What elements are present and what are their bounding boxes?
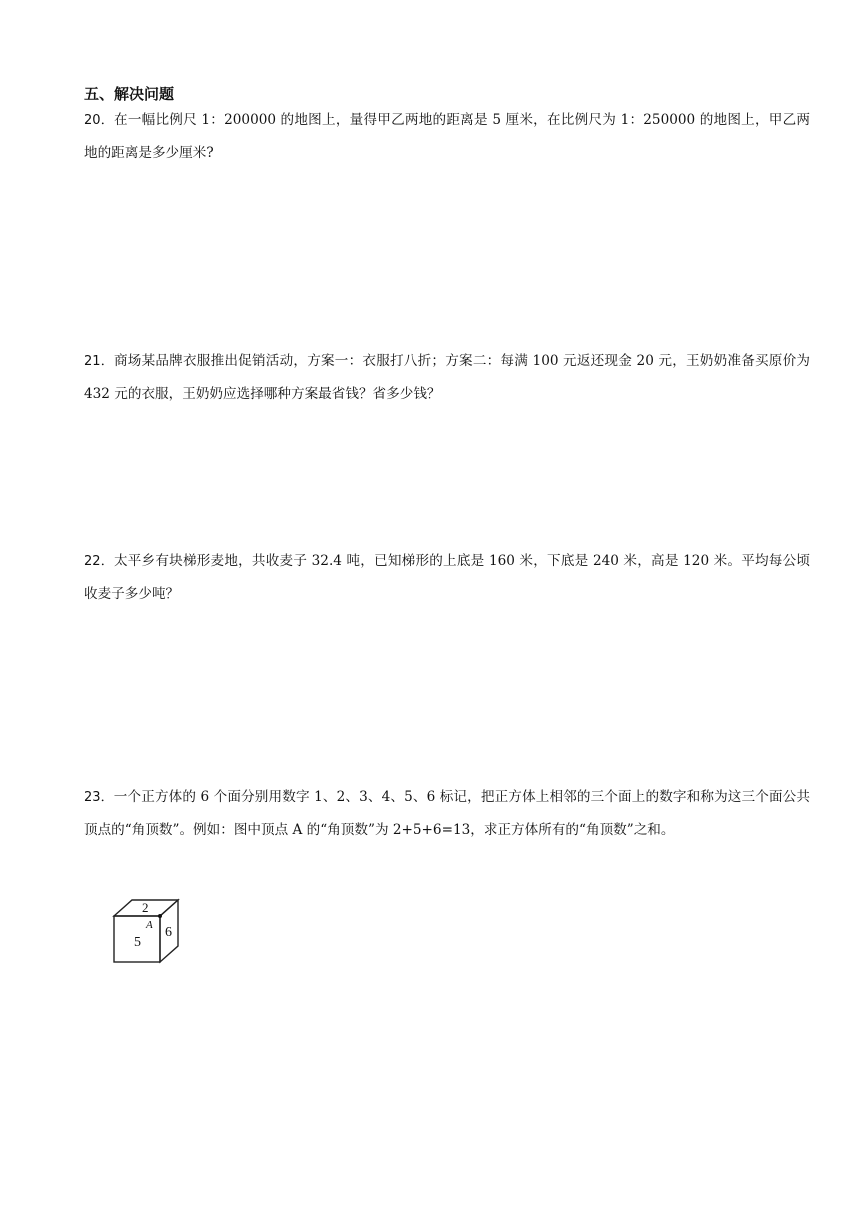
question-number: 22． bbox=[84, 554, 114, 569]
cube-top-number: 2 bbox=[142, 900, 149, 915]
question-23 bbox=[84, 781, 810, 846]
question-text: 商场某品牌衣服推出促销活动，方案一：衣服打八折；方案二：每满 100 元返还现金 20 元，王奶奶准备买原价为 432 元的衣服，王奶奶应选择哪种方案最省钱？省多少钱？ bbox=[84, 353, 810, 402]
cube-drawing bbox=[110, 896, 190, 968]
vertex-a-label: A bbox=[146, 919, 153, 931]
section-title: 五、解决问题 bbox=[84, 85, 175, 103]
cube-front-number: 5 bbox=[134, 935, 141, 950]
vertex-a-dot bbox=[158, 914, 162, 918]
question-22 bbox=[84, 545, 810, 610]
question-text: 一个正方体的 6 个面分别用数字 1、2、3、4、5、6 标记，把正方体上相邻的三个面上的数字和称为这三个面公共顶点的“角顶数”。例如：图中顶点 A 的“角顶数”为 2+5+6=13，求正方体所有的“角顶数”之和。 bbox=[84, 789, 810, 838]
question-text: 太平乡有块梯形麦地，共收麦子 32.4 吨，已知梯形的上底是 160 米，下底是 240 米，高是 120 米。平均每公顷收麦子多少吨？ bbox=[84, 553, 810, 602]
question-21 bbox=[84, 345, 810, 410]
cube-figure bbox=[110, 896, 190, 968]
cube-right-number: 6 bbox=[165, 925, 172, 940]
question-text: 在一幅比例尺 1：200000 的地图上，量得甲乙两地的距离是 5 厘米，在比例尺为 1：250000 的地图上，甲乙两地的距离是多少厘米? bbox=[84, 112, 811, 161]
question-number: 21． bbox=[84, 354, 114, 369]
question-20 bbox=[84, 104, 810, 169]
question-number: 20． bbox=[84, 113, 114, 128]
question-number: 23． bbox=[84, 790, 114, 805]
